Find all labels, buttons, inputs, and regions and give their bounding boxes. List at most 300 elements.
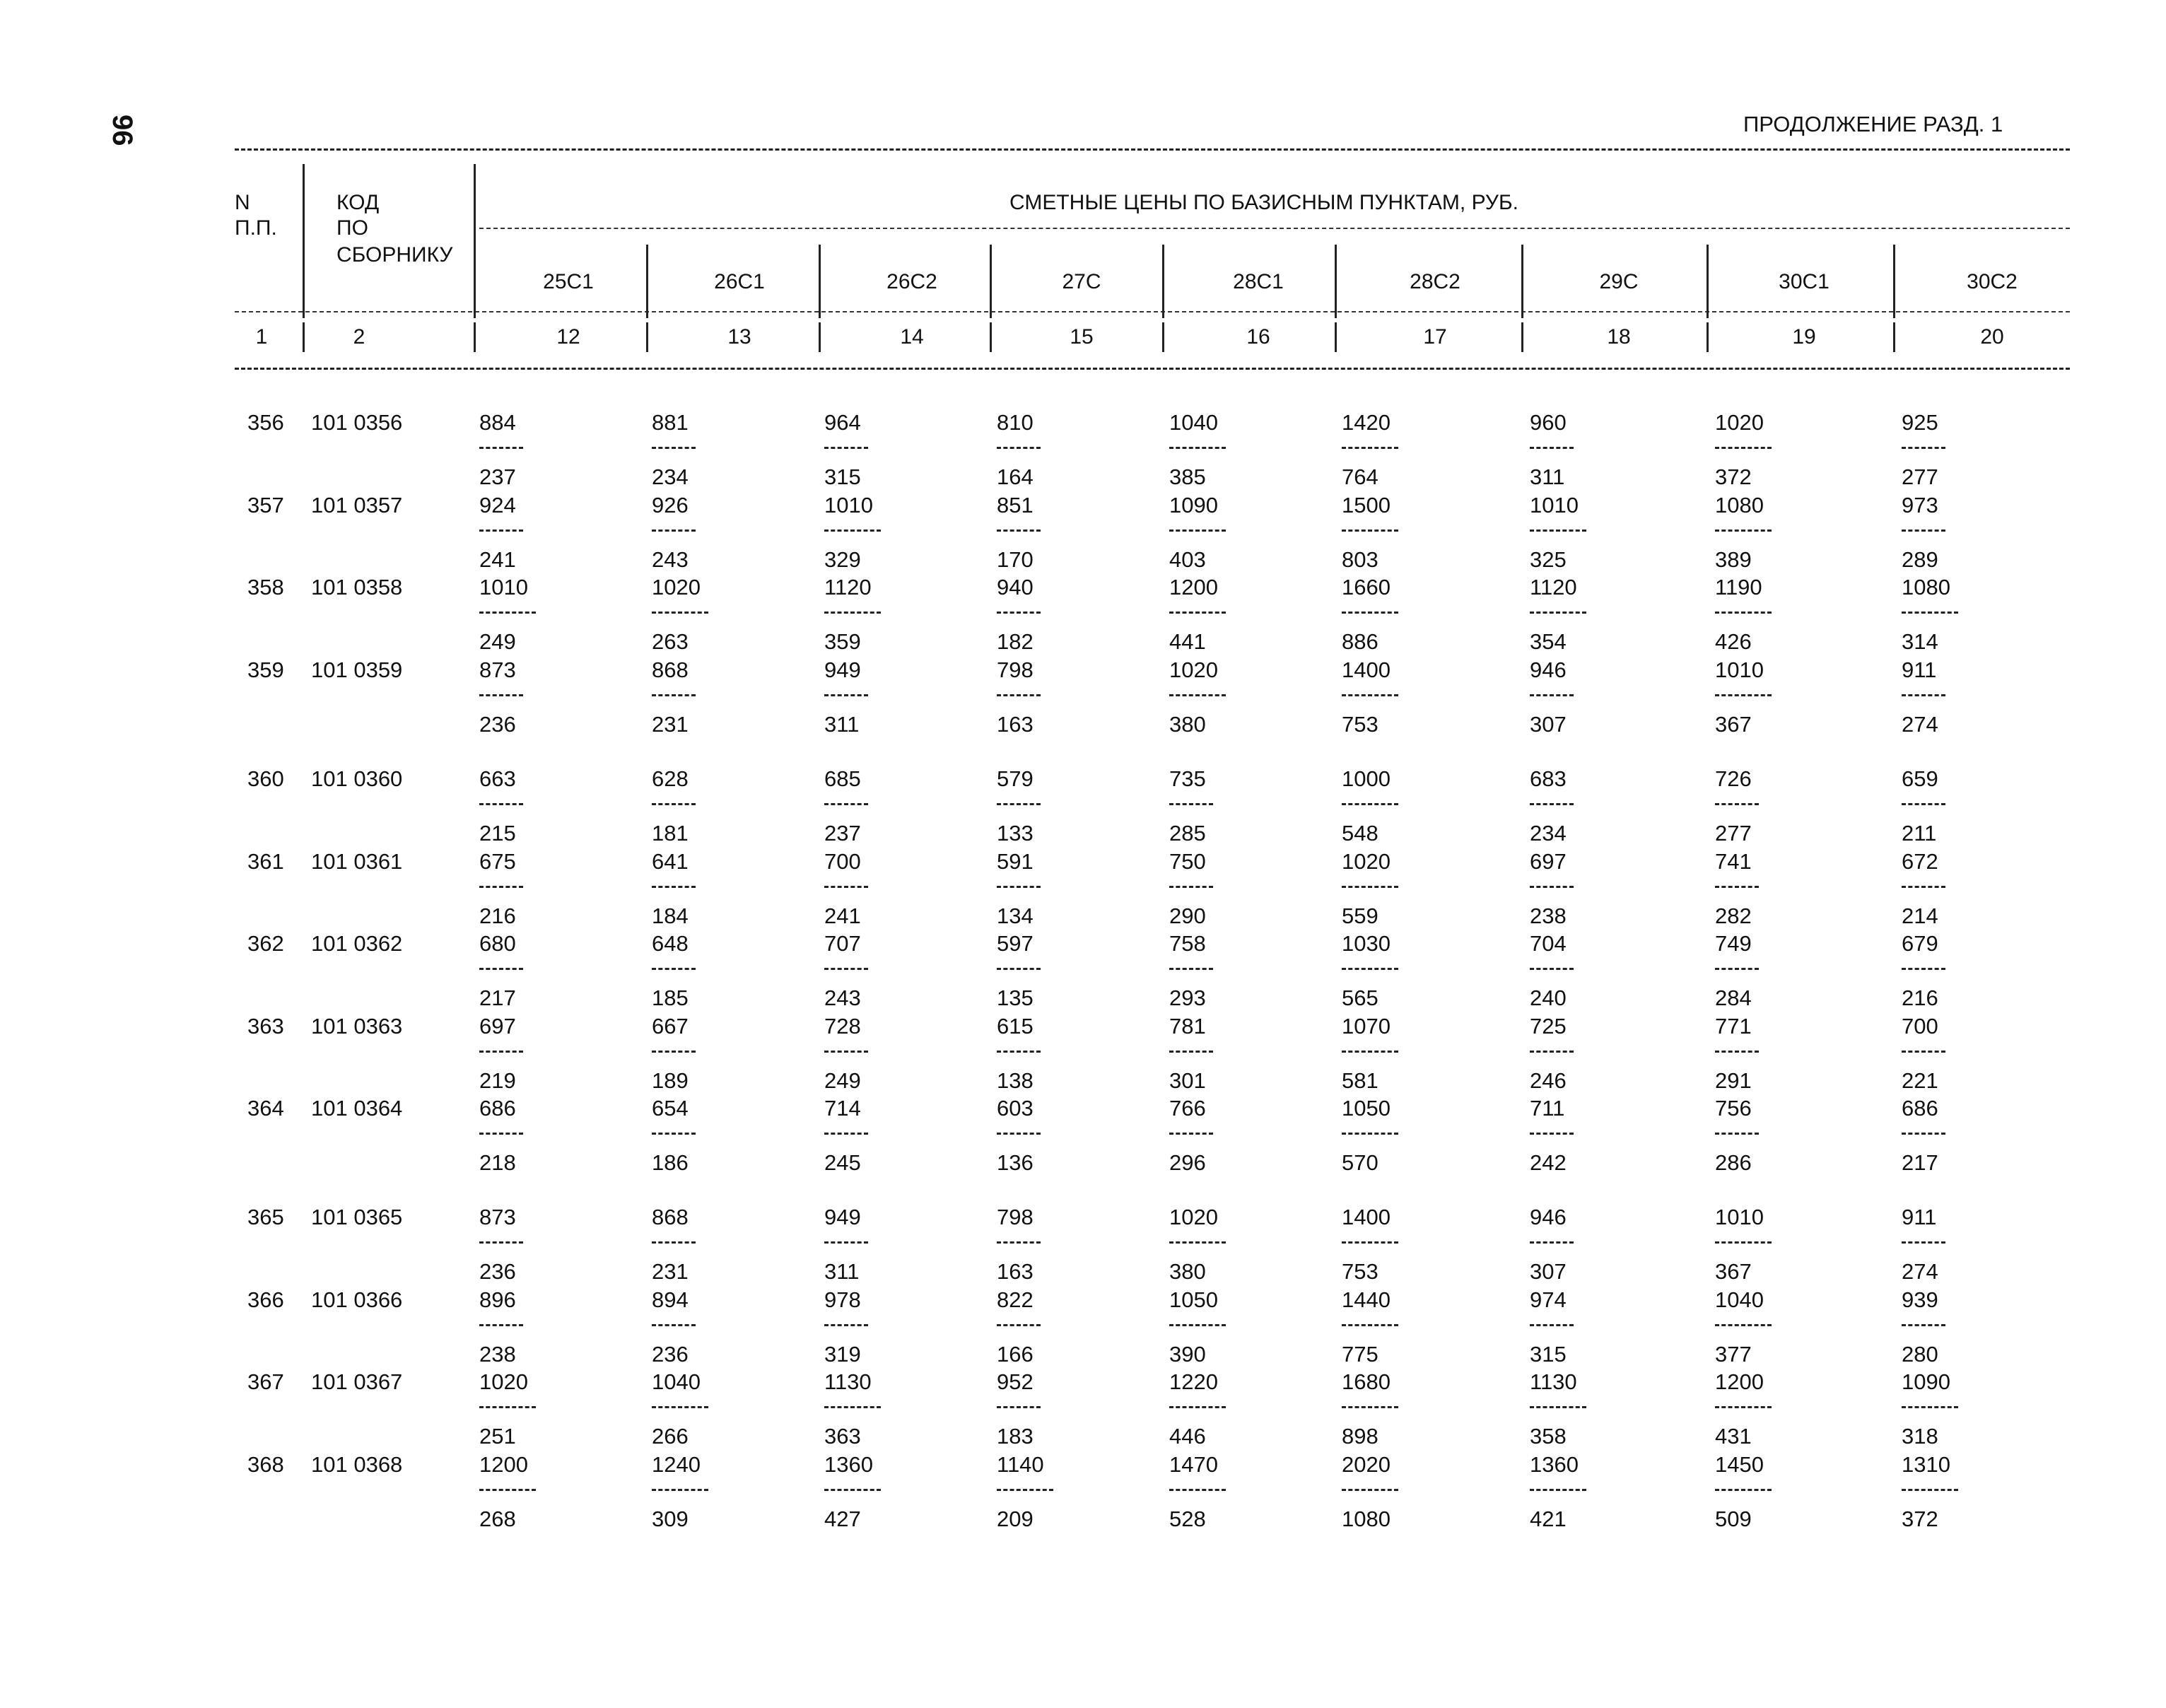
price-bottom: 216 (479, 903, 516, 928)
price-top: 641 (652, 848, 689, 874)
price-bottom: 181 (652, 821, 689, 846)
price-bottom: 221 (1902, 1068, 1938, 1093)
price-top: 680 (479, 931, 516, 956)
price-bottom: 886 (1342, 629, 1378, 654)
price-top: 1010 (1530, 492, 1579, 517)
price-bottom: 263 (652, 629, 689, 654)
price-bottom: 234 (1530, 821, 1567, 846)
price-top: 973 (1902, 492, 1938, 517)
header-column-number: 19 (1792, 325, 1816, 349)
price-fraction-line (1715, 1489, 1772, 1491)
price-fraction-line (1169, 886, 1213, 888)
price-top: 628 (652, 766, 689, 791)
price-bottom: 403 (1169, 546, 1206, 572)
price-top: 873 (479, 657, 516, 682)
price-bottom: 237 (479, 464, 516, 489)
price-bottom: 238 (479, 1341, 516, 1367)
price-bottom: 231 (652, 711, 689, 737)
price-top: 679 (1902, 931, 1938, 956)
price-fraction-line (824, 1241, 868, 1244)
price-top: 949 (824, 1205, 861, 1229)
header-code-label-1: КОД (336, 191, 380, 214)
price-fraction-line (824, 886, 868, 888)
price-top: 1200 (479, 1451, 528, 1477)
price-fraction-line (479, 1406, 536, 1408)
price-fraction-line (652, 1324, 696, 1326)
price-fraction-line (479, 1241, 523, 1244)
price-fraction-line (1169, 1051, 1213, 1053)
price-fraction-line (824, 1324, 868, 1326)
price-fraction-line (824, 1489, 881, 1491)
price-bottom: 372 (1902, 1506, 1938, 1531)
price-top: 1040 (1715, 1287, 1764, 1312)
price-fraction-line (1530, 968, 1574, 970)
price-bottom: 290 (1169, 903, 1206, 928)
price-bottom: 377 (1715, 1341, 1752, 1367)
price-top: 1360 (1530, 1451, 1579, 1477)
price-fraction-line (1530, 803, 1574, 805)
price-bottom: 293 (1169, 985, 1206, 1010)
row-code: 101 0362 (311, 931, 403, 956)
price-bottom: 182 (997, 629, 1034, 654)
price-bottom: 367 (1715, 711, 1752, 737)
price-fraction-line (824, 694, 868, 696)
price-fraction-line (1169, 612, 1226, 614)
price-bottom: 216 (1902, 985, 1938, 1010)
price-bottom: 277 (1902, 464, 1938, 489)
price-fraction-line (652, 886, 696, 888)
row-code: 101 0361 (311, 848, 403, 874)
price-fraction-line (997, 1133, 1041, 1135)
price-top: 756 (1715, 1096, 1752, 1121)
price-bottom: 753 (1342, 711, 1378, 737)
header-column-number: 12 (556, 325, 580, 349)
price-top: 1020 (1169, 1205, 1218, 1229)
row-number: 367 (247, 1369, 284, 1394)
price-fraction-line (824, 1051, 868, 1053)
price-bottom: 390 (1169, 1341, 1206, 1367)
price-top: 952 (997, 1369, 1034, 1394)
price-top: 851 (997, 492, 1034, 517)
price-fraction-line (479, 694, 523, 696)
price-top: 672 (1902, 848, 1938, 874)
price-fraction-line (1715, 968, 1759, 970)
price-top: 1090 (1902, 1369, 1950, 1394)
price-fraction-line (652, 1051, 696, 1053)
header-column-number: 1 (255, 325, 268, 349)
price-top: 686 (1902, 1096, 1938, 1121)
price-top: 1010 (1715, 1205, 1764, 1229)
price-top: 868 (652, 1205, 689, 1229)
price-fraction-line (824, 803, 868, 805)
price-top: 911 (1902, 1205, 1937, 1229)
price-top: 648 (652, 931, 689, 956)
price-bottom: 426 (1715, 629, 1752, 654)
price-bottom: 243 (652, 546, 689, 572)
price-top: 1400 (1342, 1205, 1391, 1229)
column-separator (1707, 245, 1709, 318)
price-bottom: 359 (824, 629, 861, 654)
header-column-number: 13 (727, 325, 751, 349)
price-fraction-line (1169, 1489, 1226, 1491)
price-top: 700 (1902, 1013, 1938, 1039)
price-bottom: 241 (479, 546, 516, 572)
price-top: 1220 (1169, 1369, 1218, 1394)
column-separator (646, 245, 648, 318)
price-bottom: 163 (997, 711, 1034, 737)
price-bottom: 217 (479, 985, 516, 1010)
header-column-number: 18 (1607, 325, 1631, 349)
number-separator (1521, 322, 1523, 352)
price-top: 939 (1902, 1287, 1938, 1312)
price-fraction-line (997, 968, 1041, 970)
header-rule-bottom (235, 368, 2070, 370)
price-bottom: 133 (997, 821, 1034, 846)
price-bottom: 325 (1530, 546, 1567, 572)
price-bottom: 285 (1169, 821, 1206, 846)
price-bottom: 421 (1530, 1506, 1567, 1531)
price-bottom: 289 (1902, 546, 1938, 572)
header-column-number: 2 (353, 325, 365, 349)
header-column-number: 16 (1246, 325, 1270, 349)
price-bottom: 431 (1715, 1424, 1752, 1449)
price-top: 615 (997, 1013, 1034, 1039)
price-bottom: 385 (1169, 464, 1206, 489)
price-top: 1120 (824, 575, 872, 599)
header-separator (303, 164, 305, 318)
price-top: 881 (652, 410, 689, 435)
price-fraction-line (1902, 612, 1958, 614)
price-fraction-line (1342, 886, 1398, 888)
price-fraction-line (1530, 530, 1586, 532)
price-bottom: 163 (997, 1259, 1034, 1284)
price-bottom: 136 (997, 1150, 1034, 1175)
row-number: 361 (247, 848, 284, 874)
row-number: 368 (247, 1451, 284, 1477)
price-bottom: 803 (1342, 546, 1378, 572)
price-fraction-line (1902, 694, 1945, 696)
row-code: 101 0359 (311, 657, 403, 682)
price-top: 1130 (824, 1369, 872, 1394)
price-bottom: 274 (1902, 711, 1938, 737)
price-top: 603 (997, 1096, 1034, 1121)
price-top: 1420 (1342, 410, 1391, 435)
price-top: 1660 (1342, 575, 1391, 599)
price-top: 685 (824, 766, 861, 791)
price-fraction-line (1715, 1241, 1772, 1244)
price-bottom: 509 (1715, 1506, 1752, 1531)
price-top: 766 (1169, 1096, 1206, 1121)
row-number: 364 (247, 1096, 284, 1121)
price-bottom: 215 (479, 821, 516, 846)
price-bottom: 170 (997, 546, 1034, 572)
price-fraction-line (1169, 968, 1213, 970)
price-bottom: 217 (1902, 1150, 1938, 1175)
price-fraction-line (1169, 447, 1226, 449)
header-num-label-1: N (235, 191, 250, 214)
price-bottom: 240 (1530, 985, 1567, 1010)
price-bottom: 354 (1530, 629, 1567, 654)
price-bottom: 184 (652, 903, 689, 928)
price-bottom: 311 (824, 1259, 860, 1284)
price-fraction-line (824, 530, 881, 532)
row-number: 360 (247, 766, 284, 791)
price-fraction-line (1902, 530, 1945, 532)
price-fraction-line (1902, 968, 1945, 970)
price-bottom: 441 (1169, 629, 1206, 654)
price-fraction-line (1715, 447, 1772, 449)
price-fraction-line (1715, 612, 1772, 614)
price-top: 1400 (1342, 657, 1391, 682)
price-bottom: 565 (1342, 985, 1378, 1010)
price-fraction-line (1715, 530, 1772, 532)
price-top: 1050 (1169, 1287, 1218, 1312)
row-code: 101 0367 (311, 1369, 403, 1394)
header-column-number: 15 (1070, 325, 1094, 349)
row-number: 357 (247, 492, 284, 517)
price-bottom: 183 (997, 1424, 1034, 1449)
price-bottom: 570 (1342, 1150, 1378, 1175)
price-top: 1140 (997, 1451, 1044, 1477)
price-bottom: 372 (1715, 464, 1752, 489)
price-top: 1040 (1169, 410, 1218, 435)
number-separator (1335, 322, 1337, 352)
price-fraction-line (479, 1489, 536, 1491)
price-bottom: 218 (479, 1150, 516, 1175)
price-bottom: 581 (1342, 1068, 1378, 1093)
price-fraction-line (1342, 1406, 1398, 1408)
price-fraction-line (1530, 1406, 1586, 1408)
price-top: 697 (1530, 848, 1567, 874)
price-bottom: 1080 (1342, 1506, 1391, 1531)
price-fraction-line (479, 612, 536, 614)
price-top: 1440 (1342, 1287, 1391, 1312)
price-top: 1030 (1342, 931, 1391, 956)
price-bottom: 307 (1530, 1259, 1567, 1284)
price-bottom: 277 (1715, 821, 1752, 846)
price-bottom: 234 (652, 464, 689, 489)
price-fraction-line (652, 694, 696, 696)
price-bottom: 219 (479, 1068, 516, 1093)
price-top: 810 (997, 410, 1034, 435)
row-number: 358 (247, 575, 284, 599)
row-code: 101 0366 (311, 1287, 403, 1312)
column-separator (819, 245, 821, 318)
price-bottom: 528 (1169, 1506, 1206, 1531)
price-fraction-line (1169, 530, 1226, 532)
number-separator (819, 322, 821, 352)
price-top: 758 (1169, 931, 1206, 956)
price-top: 924 (479, 492, 516, 517)
header-column-name: 29С (1599, 270, 1639, 293)
price-top: 1050 (1342, 1096, 1391, 1121)
price-fraction-line (1342, 612, 1398, 614)
price-top: 925 (1902, 410, 1938, 435)
price-top: 1450 (1715, 1451, 1764, 1477)
row-code: 101 0365 (311, 1205, 403, 1229)
price-fraction-line (997, 530, 1041, 532)
price-fraction-line (1902, 1241, 1945, 1244)
price-fraction-line (479, 1133, 523, 1135)
price-top: 798 (997, 657, 1034, 682)
price-bottom: 237 (824, 821, 861, 846)
price-bottom: 236 (652, 1341, 689, 1367)
price-bottom: 185 (652, 985, 689, 1010)
price-fraction-line (1902, 1133, 1945, 1135)
price-fraction-line (652, 612, 708, 614)
price-fraction-line (1902, 1051, 1945, 1053)
header-rule-mid (479, 228, 2070, 229)
price-fraction-line (1342, 1324, 1398, 1326)
price-fraction-line (997, 886, 1041, 888)
price-bottom: 135 (997, 985, 1034, 1010)
price-fraction-line (479, 1324, 523, 1326)
price-top: 1470 (1169, 1451, 1218, 1477)
price-fraction-line (479, 968, 523, 970)
price-fraction-line (997, 1051, 1041, 1053)
price-top: 798 (997, 1205, 1034, 1229)
price-top: 667 (652, 1013, 689, 1039)
price-top: 1310 (1902, 1451, 1950, 1477)
price-fraction-line (1715, 803, 1759, 805)
price-bottom: 315 (824, 464, 861, 489)
row-number: 366 (247, 1287, 284, 1312)
price-bottom: 164 (997, 464, 1034, 489)
price-bottom: 134 (997, 903, 1034, 928)
header-code-label-2: ПО (336, 216, 368, 240)
header-code-label-3: СБОРНИКУ (336, 243, 453, 267)
header-prices-title: СМЕТНЫЕ ЦЕНЫ ПО БАЗИСНЫМ ПУНКТАМ, РУБ. (1009, 191, 1518, 214)
price-fraction-line (997, 612, 1041, 614)
price-top: 1010 (824, 492, 873, 517)
price-top: 946 (1530, 657, 1567, 682)
column-separator (1162, 245, 1164, 318)
price-fraction-line (479, 803, 523, 805)
price-top: 1020 (652, 575, 701, 599)
price-bottom: 291 (1715, 1068, 1752, 1093)
price-top: 1020 (1342, 848, 1391, 874)
column-separator (1893, 245, 1895, 318)
price-fraction-line (1715, 1324, 1772, 1326)
price-bottom: 243 (824, 985, 861, 1010)
price-bottom: 380 (1169, 711, 1206, 737)
price-fraction-line (1342, 1241, 1398, 1244)
price-top: 1080 (1715, 492, 1764, 517)
price-fraction-line (1902, 1324, 1945, 1326)
price-bottom: 251 (479, 1424, 516, 1449)
price-fraction-line (1342, 1051, 1398, 1053)
price-top: 725 (1530, 1013, 1567, 1039)
price-fraction-line (479, 530, 523, 532)
price-top: 711 (1530, 1096, 1565, 1121)
price-bottom: 238 (1530, 903, 1567, 928)
price-top: 728 (824, 1013, 861, 1039)
price-bottom: 280 (1902, 1341, 1938, 1367)
price-top: 597 (997, 931, 1034, 956)
price-fraction-line (1902, 1489, 1958, 1491)
price-bottom: 266 (652, 1424, 689, 1449)
price-bottom: 249 (824, 1068, 861, 1093)
price-fraction-line (1342, 694, 1398, 696)
price-fraction-line (1715, 1406, 1772, 1408)
price-top: 974 (1530, 1287, 1567, 1312)
price-fraction-line (1342, 803, 1398, 805)
price-top: 663 (479, 766, 516, 791)
price-fraction-line (1342, 1133, 1398, 1135)
number-separator (1162, 322, 1164, 352)
price-top: 1040 (652, 1369, 701, 1394)
price-bottom: 311 (824, 711, 860, 737)
price-bottom: 311 (1530, 464, 1565, 489)
price-top: 1240 (652, 1451, 701, 1477)
price-top: 896 (479, 1287, 516, 1312)
price-fraction-line (652, 1406, 708, 1408)
row-number: 365 (247, 1205, 284, 1229)
price-top: 1360 (824, 1451, 873, 1477)
header-num-label-2: П.П. (235, 216, 277, 240)
price-top: 750 (1169, 848, 1206, 874)
row-number: 363 (247, 1013, 284, 1039)
row-code: 101 0356 (311, 410, 403, 435)
price-fraction-line (997, 1324, 1041, 1326)
price-top: 749 (1715, 931, 1752, 956)
price-top: 911 (1902, 657, 1937, 682)
price-top: 771 (1715, 1013, 1752, 1039)
price-fraction-line (1169, 1406, 1226, 1408)
price-fraction-line (1530, 1489, 1586, 1491)
price-bottom: 246 (1530, 1068, 1567, 1093)
price-fraction-line (652, 1241, 696, 1244)
price-fraction-line (1342, 1489, 1398, 1491)
price-fraction-line (1715, 886, 1759, 888)
price-top: 926 (652, 492, 689, 517)
price-fraction-line (1902, 447, 1945, 449)
price-top: 707 (824, 931, 861, 956)
price-bottom: 236 (479, 711, 516, 737)
price-fraction-line (652, 1489, 708, 1491)
row-code: 101 0363 (311, 1013, 403, 1039)
price-bottom: 274 (1902, 1259, 1938, 1284)
header-column-name: 26С2 (886, 270, 937, 293)
price-fraction-line (997, 1406, 1041, 1408)
price-top: 1120 (1530, 575, 1577, 599)
price-top: 1090 (1169, 492, 1218, 517)
price-fraction-line (652, 530, 696, 532)
header-column-name: 26С1 (714, 270, 765, 293)
price-bottom: 446 (1169, 1424, 1206, 1449)
price-fraction-line (1902, 886, 1945, 888)
price-top: 700 (824, 848, 861, 874)
price-fraction-line (652, 1133, 696, 1135)
price-top: 659 (1902, 766, 1938, 791)
price-fraction-line (824, 1133, 868, 1135)
price-fraction-line (1169, 694, 1226, 696)
header-column-number: 20 (1980, 325, 2004, 349)
price-top: 741 (1715, 848, 1752, 874)
price-top: 591 (997, 848, 1034, 874)
price-bottom: 284 (1715, 985, 1752, 1010)
price-top: 1080 (1902, 575, 1950, 599)
price-top: 1020 (1715, 410, 1764, 435)
price-fraction-line (652, 803, 696, 805)
price-bottom: 301 (1169, 1068, 1206, 1093)
number-separator (474, 322, 476, 352)
price-top: 960 (1530, 410, 1567, 435)
price-top: 1200 (1169, 575, 1218, 599)
price-fraction-line (1169, 1241, 1226, 1244)
price-bottom: 380 (1169, 1259, 1206, 1284)
price-bottom: 319 (824, 1341, 861, 1367)
